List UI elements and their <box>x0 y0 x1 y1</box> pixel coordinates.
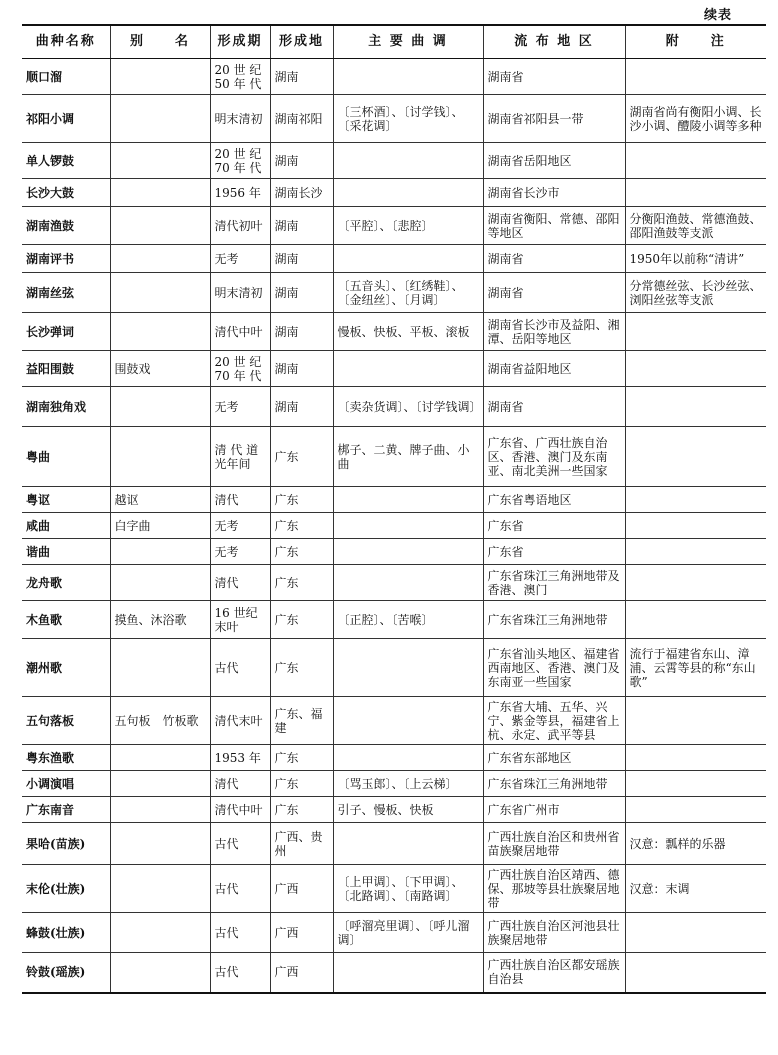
cell-tunes: 〔上甲调〕、〔下甲调〕、〔北路调〕、〔南路调〕 <box>333 865 483 913</box>
cell-notes <box>625 745 766 771</box>
cell-name: 粤曲 <box>22 427 110 487</box>
cell-notes <box>625 427 766 487</box>
cell-period: 无考 <box>210 245 270 273</box>
cell-period: 无考 <box>210 539 270 565</box>
header-origin: 形成地 <box>270 25 333 59</box>
cell-tunes <box>333 513 483 539</box>
cell-tunes <box>333 143 483 179</box>
cell-origin: 湖南 <box>270 207 333 245</box>
cell-origin: 广西、贵州 <box>270 823 333 865</box>
cell-tunes: 〔骂玉郎〕、〔上云梯〕 <box>333 771 483 797</box>
cell-tunes: 〔呼溜亮里调〕、〔呼儿溜调〕 <box>333 913 483 953</box>
cell-region: 广西壮族自治区靖西、德保、那坡等县壮族聚居地带 <box>483 865 625 913</box>
cell-name: 木鱼歌 <box>22 601 110 639</box>
cell-notes <box>625 143 766 179</box>
cell-origin: 湖南 <box>270 273 333 313</box>
header-tunes: 主 要 曲 调 <box>333 25 483 59</box>
cell-name: 祁阳小调 <box>22 95 110 143</box>
cell-period: 20 世 纪 50 年 代 <box>210 59 270 95</box>
cell-notes <box>625 387 766 427</box>
cell-tunes <box>333 245 483 273</box>
cell-region: 湖南省 <box>483 387 625 427</box>
cell-notes <box>625 513 766 539</box>
cell-period: 古代 <box>210 865 270 913</box>
cell-notes <box>625 697 766 745</box>
cell-name: 粤东渔歌 <box>22 745 110 771</box>
cell-origin: 湖南 <box>270 351 333 387</box>
cell-period: 古代 <box>210 639 270 697</box>
header-region: 流 布 地 区 <box>483 25 625 59</box>
cell-origin: 广东 <box>270 745 333 771</box>
cell-region: 湖南省祁阳县一带 <box>483 95 625 143</box>
cell-notes: 汉意：末调 <box>625 865 766 913</box>
cell-region: 湖南省 <box>483 59 625 95</box>
cell-region: 湖南省 <box>483 245 625 273</box>
cell-alias <box>110 771 210 797</box>
cell-origin: 湖南 <box>270 143 333 179</box>
cell-name: 单人锣鼓 <box>22 143 110 179</box>
cell-origin: 湖南 <box>270 387 333 427</box>
table-row <box>22 143 766 179</box>
cell-tunes <box>333 565 483 601</box>
cell-region: 广东省汕头地区、福建省西南地区、香港、澳门及东南亚一些国家 <box>483 639 625 697</box>
cell-alias <box>110 913 210 953</box>
cell-name: 顺口溜 <box>22 59 110 95</box>
table-row <box>22 179 766 207</box>
cell-alias <box>110 865 210 913</box>
table-row <box>22 351 766 387</box>
table-row <box>22 427 766 487</box>
cell-origin: 广东 <box>270 797 333 823</box>
cell-alias <box>110 179 210 207</box>
cell-notes <box>625 601 766 639</box>
table-row <box>22 95 766 143</box>
cell-alias <box>110 143 210 179</box>
cell-origin: 广东 <box>270 771 333 797</box>
cell-notes <box>625 313 766 351</box>
cell-alias <box>110 95 210 143</box>
cell-period: 清 代 道光年间 <box>210 427 270 487</box>
cell-region: 湖南省 <box>483 273 625 313</box>
cell-region: 广东省东部地区 <box>483 745 625 771</box>
header-period: 形成期 <box>210 25 270 59</box>
table-row <box>22 797 766 823</box>
cell-name: 龙舟歌 <box>22 565 110 601</box>
table-row <box>22 313 766 351</box>
table-row <box>22 771 766 797</box>
cell-tunes: 梆子、二黄、牌子曲、小曲 <box>333 427 483 487</box>
cell-origin: 广东 <box>270 639 333 697</box>
cell-origin: 广东 <box>270 513 333 539</box>
cell-name: 果哈(苗族) <box>22 823 110 865</box>
cell-origin: 广东 <box>270 565 333 601</box>
cell-period: 古代 <box>210 913 270 953</box>
cell-name: 粤讴 <box>22 487 110 513</box>
cell-notes <box>625 953 766 993</box>
cell-region: 广西壮族自治区河池县壮族聚居地带 <box>483 913 625 953</box>
cell-alias: 白字曲 <box>110 513 210 539</box>
header-name: 曲种名称 <box>22 25 110 59</box>
cell-origin: 广西 <box>270 865 333 913</box>
cell-period: 1956 年 <box>210 179 270 207</box>
cell-notes: 分衡阳渔鼓、常德渔鼓、邵阳渔鼓等支派 <box>625 207 766 245</box>
cell-region: 广西壮族自治区和贵州省苗族聚居地带 <box>483 823 625 865</box>
cell-alias <box>110 273 210 313</box>
cell-notes <box>625 179 766 207</box>
cell-period: 明末清初 <box>210 95 270 143</box>
cell-notes <box>625 913 766 953</box>
cell-name: 湖南渔鼓 <box>22 207 110 245</box>
header-alias: 别 名 <box>110 25 210 59</box>
cell-origin: 广西 <box>270 953 333 993</box>
header-notes: 附 注 <box>625 25 766 59</box>
cell-alias <box>110 313 210 351</box>
cell-alias <box>110 797 210 823</box>
cell-region: 广东省广州市 <box>483 797 625 823</box>
cell-alias <box>110 539 210 565</box>
table-row <box>22 601 766 639</box>
cell-region: 广东省珠江三角洲地带 <box>483 771 625 797</box>
table-row <box>22 913 766 953</box>
cell-period: 清代初叶 <box>210 207 270 245</box>
cell-region: 广东省 <box>483 539 625 565</box>
cell-period: 清代末叶 <box>210 697 270 745</box>
cell-tunes: 慢板、快板、平板、滚板 <box>333 313 483 351</box>
cell-alias <box>110 745 210 771</box>
header-row <box>22 25 766 59</box>
cell-notes: 1950年以前称“清讲” <box>625 245 766 273</box>
cell-tunes <box>333 351 483 387</box>
continued-label: 续表 <box>703 8 732 23</box>
cell-origin: 广西 <box>270 913 333 953</box>
cell-tunes: 〔五音头〕、〔红绣鞋〕、〔金纽丝〕、〔月调〕 <box>333 273 483 313</box>
cell-alias <box>110 207 210 245</box>
table-row <box>22 953 766 993</box>
cell-tunes <box>333 59 483 95</box>
cell-name: 长沙大鼓 <box>22 179 110 207</box>
cell-origin: 湖南祁阳 <box>270 95 333 143</box>
cell-period: 古代 <box>210 953 270 993</box>
cell-tunes: 〔卖杂货调〕、〔讨学钱调〕 <box>333 387 483 427</box>
cell-tunes: 引子、慢板、快板 <box>333 797 483 823</box>
table-row <box>22 823 766 865</box>
cell-period: 清代 <box>210 771 270 797</box>
cell-region: 广东省粤语地区 <box>483 487 625 513</box>
table-row <box>22 513 766 539</box>
cell-name: 湖南独角戏 <box>22 387 110 427</box>
cell-tunes <box>333 953 483 993</box>
cell-period: 清代 <box>210 565 270 601</box>
cell-tunes <box>333 745 483 771</box>
cell-alias: 五句板 竹板歌 <box>110 697 210 745</box>
table-row <box>22 745 766 771</box>
cell-period: 清代中叶 <box>210 313 270 351</box>
cell-tunes <box>333 823 483 865</box>
cell-period: 明末清初 <box>210 273 270 313</box>
cell-alias <box>110 387 210 427</box>
cell-tunes: 〔平腔〕、〔悲腔〕 <box>333 207 483 245</box>
cell-notes <box>625 487 766 513</box>
table-row <box>22 273 766 313</box>
cell-alias <box>110 565 210 601</box>
cell-notes: 汉意：瓢样的乐器 <box>625 823 766 865</box>
cell-period: 无考 <box>210 387 270 427</box>
table-row <box>22 539 766 565</box>
table-row <box>22 697 766 745</box>
cell-notes <box>625 539 766 565</box>
cell-region: 广东省珠江三角洲地带 <box>483 601 625 639</box>
cell-alias: 越讴 <box>110 487 210 513</box>
cell-region: 广西壮族自治区都安瑶族自治县 <box>483 953 625 993</box>
cell-tunes <box>333 487 483 513</box>
cell-alias <box>110 427 210 487</box>
cell-alias <box>110 953 210 993</box>
table-row <box>22 207 766 245</box>
cell-origin: 广东 <box>270 601 333 639</box>
cell-period: 无考 <box>210 513 270 539</box>
cell-tunes: 〔三杯酒〕、〔讨学钱〕、〔采花调〕 <box>333 95 483 143</box>
cell-period: 16 世纪末叶 <box>210 601 270 639</box>
cell-period: 20 世 纪 70 年 代 <box>210 143 270 179</box>
cell-origin: 湖南长沙 <box>270 179 333 207</box>
cell-region: 湖南省岳阳地区 <box>483 143 625 179</box>
cell-alias: 围鼓戏 <box>110 351 210 387</box>
cell-notes: 湖南省尚有衡阳小调、长沙小调、醴陵小调等多种 <box>625 95 766 143</box>
cell-alias <box>110 59 210 95</box>
cell-origin: 湖南 <box>270 59 333 95</box>
cell-name: 广东南音 <box>22 797 110 823</box>
cell-period: 清代 <box>210 487 270 513</box>
cell-origin: 广东 <box>270 427 333 487</box>
cell-name: 末伦(壮族) <box>22 865 110 913</box>
cell-region: 湖南省长沙市 <box>483 179 625 207</box>
cell-tunes <box>333 179 483 207</box>
table-body <box>22 59 766 993</box>
cell-tunes <box>333 539 483 565</box>
table-row <box>22 565 766 601</box>
table-row <box>22 487 766 513</box>
cell-region: 湖南省长沙市及益阳、湘潭、岳阳等地区 <box>483 313 625 351</box>
cell-period: 清代中叶 <box>210 797 270 823</box>
cell-notes <box>625 351 766 387</box>
cell-origin: 广东 <box>270 539 333 565</box>
cell-alias <box>110 245 210 273</box>
cell-region: 广东省大埔、五华、兴宁、紫金等县，福建省上杭、永定、武平等县 <box>483 697 625 745</box>
cell-name: 铃鼓(瑶族) <box>22 953 110 993</box>
cell-notes <box>625 771 766 797</box>
cell-origin: 湖南 <box>270 313 333 351</box>
table-row <box>22 865 766 913</box>
cell-alias <box>110 639 210 697</box>
cell-notes <box>625 565 766 601</box>
cell-notes <box>625 797 766 823</box>
cell-origin: 广东、福建 <box>270 697 333 745</box>
cell-name: 蜂鼓(壮族) <box>22 913 110 953</box>
cell-alias <box>110 823 210 865</box>
table-row <box>22 59 766 95</box>
cell-region: 广东省珠江三角洲地带及香港、澳门 <box>483 565 625 601</box>
cell-name: 湖南丝弦 <box>22 273 110 313</box>
cell-name: 长沙弹词 <box>22 313 110 351</box>
cell-name: 益阳围鼓 <box>22 351 110 387</box>
cell-period: 20 世 纪 70 年 代 <box>210 351 270 387</box>
cell-origin: 湖南 <box>270 245 333 273</box>
cell-region: 湖南省益阳地区 <box>483 351 625 387</box>
cell-name: 潮州歌 <box>22 639 110 697</box>
cell-tunes <box>333 697 483 745</box>
cell-alias: 摸鱼、沐浴歌 <box>110 601 210 639</box>
table-row <box>22 245 766 273</box>
cell-name: 五句落板 <box>22 697 110 745</box>
cell-region: 广东省 <box>483 513 625 539</box>
cell-name: 湖南评书 <box>22 245 110 273</box>
cell-name: 小调演唱 <box>22 771 110 797</box>
cell-region: 广东省、广西壮族自治区、香港、澳门及东南亚、南北美洲一些国家 <box>483 427 625 487</box>
cell-origin: 广东 <box>270 487 333 513</box>
table-row <box>22 387 766 427</box>
table-row <box>22 639 766 697</box>
cell-tunes <box>333 639 483 697</box>
cell-period: 古代 <box>210 823 270 865</box>
cell-name: 咸曲 <box>22 513 110 539</box>
cell-region: 湖南省衡阳、常德、邵阳等地区 <box>483 207 625 245</box>
cell-period: 1953 年 <box>210 745 270 771</box>
cell-name: 谐曲 <box>22 539 110 565</box>
cell-notes: 分常德丝弦、长沙丝弦、浏阳丝弦等支派 <box>625 273 766 313</box>
cell-notes: 流行于福建省东山、漳浦、云霄等县的称“东山歌” <box>625 639 766 697</box>
cell-tunes: 〔正腔〕、〔苦喉〕 <box>333 601 483 639</box>
quyi-table <box>22 24 766 994</box>
cell-notes <box>625 59 766 95</box>
